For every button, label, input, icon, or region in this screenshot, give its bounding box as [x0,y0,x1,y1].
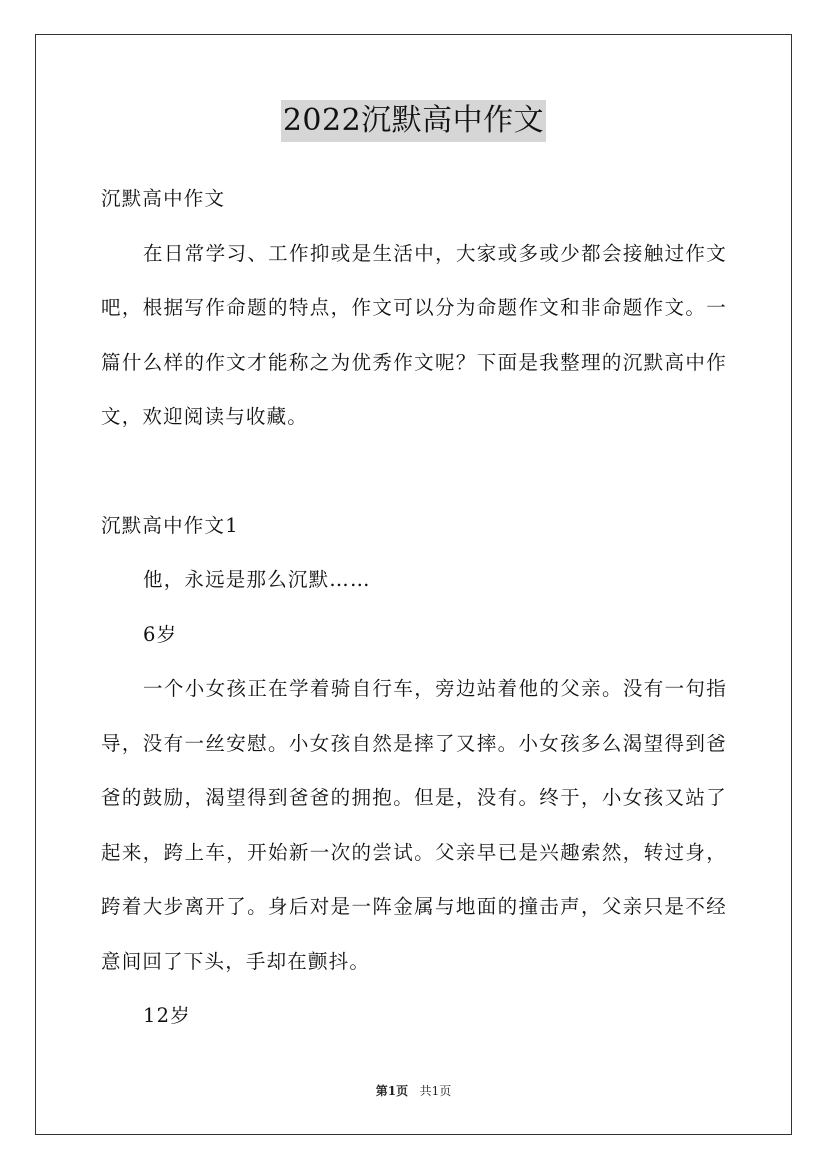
blank-line [101,445,727,499]
essay-heading: 沉默高中作文1 [101,513,239,537]
document-title: 2022沉默高中作文 [281,100,546,142]
page-footer [0,1082,827,1099]
essay-paragraph: 他，永远是那么沉默…… [143,568,371,591]
intro-paragraph: 在日常学习、工作抑或是生活中，大家或多或少都会接触过作文吧，根据写作命题的特点，作文可以分为命题作文和非命题作文。一篇什么样的作文才能称之为优秀作文呢？下面是我整理的沉默高中作文，欢迎阅读与收藏。 [101,241,727,428]
document-body [101,172,727,1044]
essay-paragraph: 一个小女孩正在学着骑自行车，旁边站着他的父亲。没有一句指导，没有一丝安慰。小女孩自然是摔了又摔。小女孩多么渴望得到爸爸的鼓励，渴望得到爸爸的拥抱。但是，没有。终于，小女孩又站了起来，跨上车，开始新一次的尝试。父亲早已是兴趣索然，转过身，跨着大步离开了。身后对是一阵金属与地面的撞击声，父亲只是不经意间回了下头，手却在颤抖。 [101,677,727,973]
age-heading: 6岁 [143,622,178,646]
title-wrap [0,100,827,142]
page-total: 共1页 [419,1084,452,1098]
page-number: 第1页 [375,1084,409,1098]
section-heading: 沉默高中作文 [101,187,226,210]
age-heading: 12岁 [143,1004,191,1027]
